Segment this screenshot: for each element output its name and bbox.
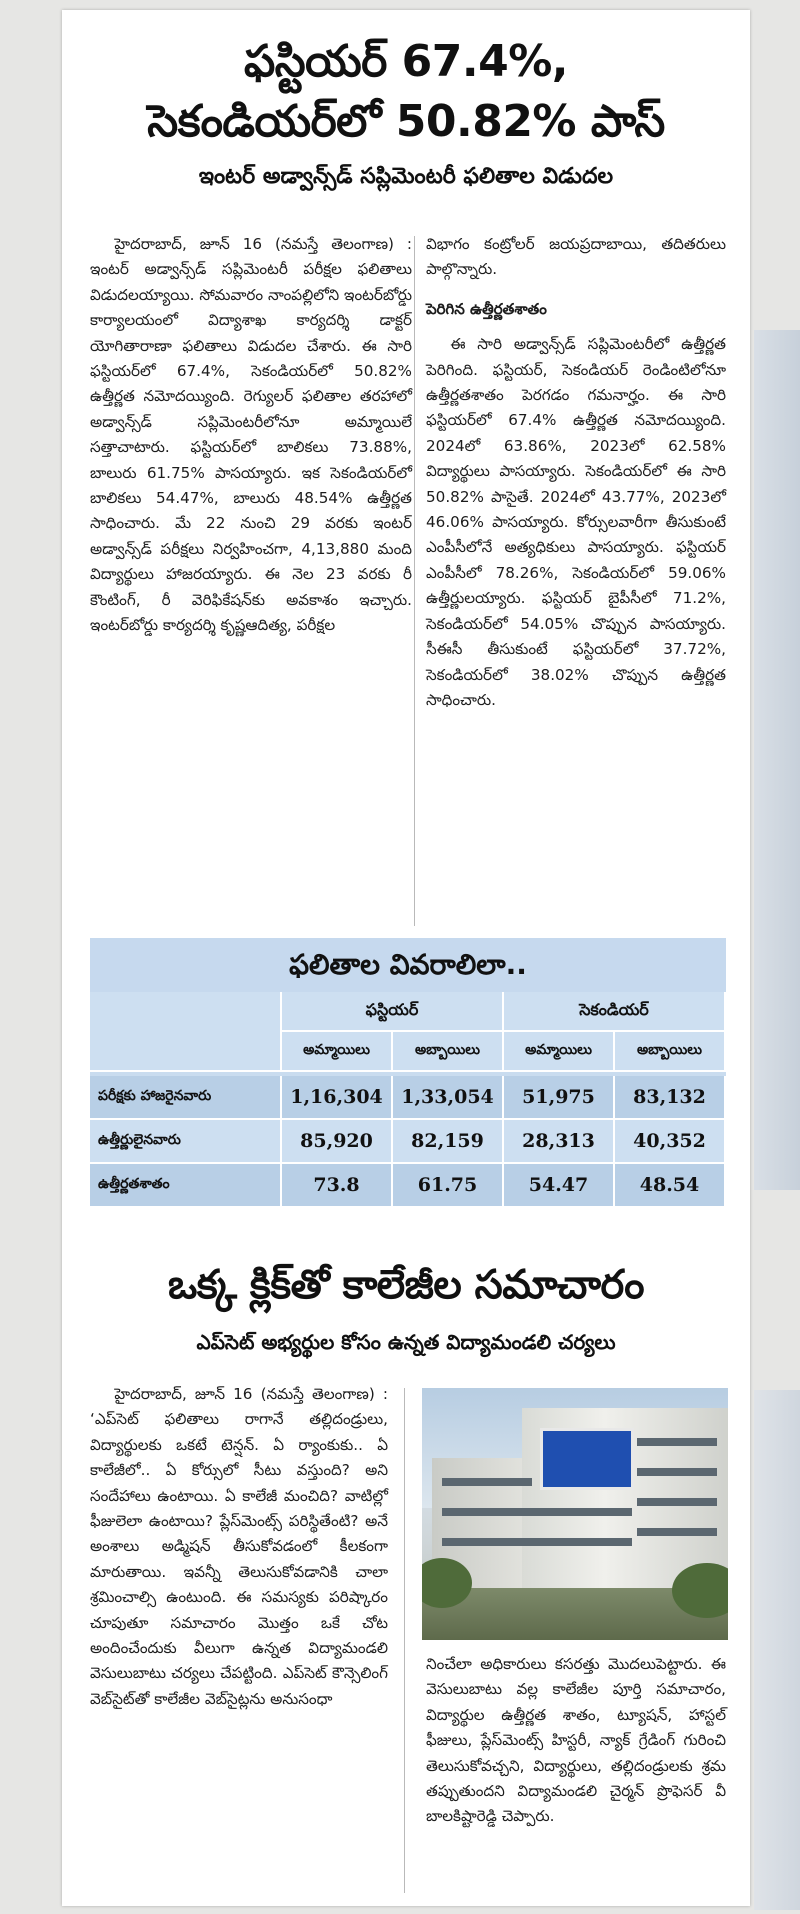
table-sub-header-row (90, 1032, 726, 1072)
table-cell: 40,352 (615, 1120, 726, 1164)
table-group-header: సెకండియర్‌ (504, 992, 726, 1032)
background-strip (754, 1390, 800, 1910)
table-sub-header: అబ్బాయిలు (393, 1032, 504, 1072)
article-column-1 (90, 232, 412, 952)
article-2-column-2 (426, 1652, 726, 1902)
headline-line-1: ఫస్టియర్‌ 67.4%, (243, 36, 569, 87)
table-cell: 1,16,304 (282, 1076, 393, 1120)
table-row-label: ఉత్తీర్ణులైనవారు (90, 1120, 282, 1164)
table-row (90, 1120, 726, 1164)
table-sub-header: అమ్మాయిలు (504, 1032, 615, 1072)
table-cell: 83,132 (615, 1076, 726, 1120)
table-cell: 48.54 (615, 1164, 726, 1208)
background-strip (754, 330, 800, 1190)
table-row (90, 1076, 726, 1120)
table-row-label: ఉత్తీర్ణతశాతం (90, 1164, 282, 1208)
article-paragraph: హైదరాబాద్‌, జూన్‌ 16 (నమస్తే తెలంగాణ) : ఇంటర్‌ అడ్వాన్స్‌డ్‌ సప్లిమెంటరీ పరీక్షల ఫలితాలు విడుదలయ్యాయి. సోమవారం నాంపల్లిలోని ఇంటర్‌బోర్డు కార్యాలయంలో విద్యాశాఖ కార్యదర్శి డాక్టర్‌ యోగితారాణా ఫలితాలు విడుదల చేశారు. ఈ సారి ఫస్టియర్‌లో 67.4%, సెకండియర్‌లో 50.82% ఉత్తీర్ణత నమోదయ్యింది. రెగ్యులర్‌ ఫలితాల తరహాలో అడ్వాన్స్‌డ్‌ సప్లిమెంటరీలోనూ అమ్మాయిలే సత్తాచాటారు. ఫస్టియర్‌లో బాలికలు 73.88%, బాలురు 61.75% పాసయ్యారు. ఇక సెకండియర్‌లో బాలికలు 54.47%, బాలురు 48.54% ఉత్తీర్ణత సాధించారు. మే 22 నుంచి 29 వరకు ఇంటర్‌ అడ్వాన్స్‌డ్‌ పరీక్షలు నిర్వహించగా, 4,13,880 మంది విద్యార్థులు హాజరయ్యారు. ఈ నెల 23 వరకు రీ కౌంటింగ్‌, రీ వెరిఫికేషన్‌కు అవకాశం ఇచ్చారు. ఇంటర్‌బోర్డు కార్యదర్శి కృష్ణఆదిత్య, పరీక్షల (90, 235, 412, 635)
table-row (90, 1164, 726, 1208)
headline-line-2: సెకండియర్‌లో 50.82% పాస్‌ (147, 96, 665, 147)
subheadline: ఇంటర్‌ అడ్వాన్స్‌డ్‌ సప్లిమెంటరీ ఫలితాల విడుదల (198, 164, 614, 189)
table-cell: 82,159 (393, 1120, 504, 1164)
college-building-photo (422, 1388, 728, 1640)
subheadline-article-2: ఎప్‌సెట్‌ అభ్యర్థుల కోసం ఉన్నత విద్యామండలి చర్యలు (196, 1330, 616, 1354)
article-paragraph: ఈ సారి అడ్వాన్స్‌డ్‌ సప్లిమెంటరీలో ఉత్తీర్ణత పెరిగింది. ఫస్టియర్‌, సెకండియర్‌ రెండింటిలోనూ ఉత్తీర్ణతశాతం పెరగడం గమనార్హం. ఈ సారి ఫస్టియర్‌లో 67.4% ఉత్తీర్ణత నమోదయ్యింది. 2024లో 63.86%, 2023లో 62.58% విద్యార్థులు పాసయ్యారు. సెకండియర్‌లో ఈ సారి 50.82% పాసైతే. 2024లో 43.77%, 2023లో 46.06% పాసయ్యారు. కోర్సులవారీగా తీసుకుంటే ఎంపీసీలోనే అత్యధికులు పాసయ్యారు. ఫస్టియర్‌ ఎంపీసీలో 78.26%, సెకండియర్‌లో 59.06% ఉత్తీర్ణులయ్యారు. ఫస్టియర్‌ బైపీసీలో 71.2%, సెకండియర్‌లో 54.05% చొప్పున పాసయ్యారు. సీఈసీ తీసుకుంటే ఫస్టియర్‌లో 37.72%, సెకండియర్‌లో 38.02% చొప్పున ఉత్తీర్ణత సాధించారు. (426, 335, 726, 709)
article-column-2 (426, 232, 726, 952)
table-group-header-row (90, 992, 726, 1032)
table-title: ఫలితాల వివరాలిలా.. (90, 938, 726, 992)
column-divider (414, 236, 415, 926)
table-group-header: ఫస్టియర్‌ (282, 992, 504, 1032)
results-table (90, 938, 726, 1208)
table-row-label: పరీక్షకు హాజరైనవారు (90, 1076, 282, 1120)
article-paragraph: నించేలా అధికారులు కసరత్తు మొదలుపెట్టారు. ఈ వెసులుబాటు వల్ల కాలేజీల పూర్తి సమాచారం, విద్యార్థుల ఉత్తీర్ణత శాతం, ట్యూషన్‌, హాస్టల్‌ ఫీజులు, ప్లేస్‌మెంట్స్‌ హిస్టరీ, న్యాక్‌ గ్రేడింగ్‌ గురించి తెలుసుకోవచ్చని, విద్యార్థులు, తల్లిదండ్రులకు శ్రమ తప్పుతుందని విద్యామండలి చైర్మన్‌ ప్రొఫెసర్‌ వీ బాలకిష్టారెడ్డి చెప్పారు. (426, 1655, 726, 1826)
table-sub-header: అబ్బాయిలు (615, 1032, 726, 1072)
table-cell: 28,313 (504, 1120, 615, 1164)
table-cell: 61.75 (393, 1164, 504, 1208)
article-2-column-1 (90, 1382, 388, 1902)
column-divider (404, 1388, 405, 1893)
table-sub-header: అమ్మాయిలు (282, 1032, 393, 1072)
table-cell: 1,33,054 (393, 1076, 504, 1120)
table-cell: 51,975 (504, 1076, 615, 1120)
table-cell: 73.8 (282, 1164, 393, 1208)
headline-article-2: ఒక్క క్లిక్‌తో కాలేజీల సమాచారం (167, 1262, 645, 1308)
section-heading: పెరిగిన ఉత్తీర్ణతశాతం (426, 299, 547, 318)
article-paragraph: హైదరాబాద్‌, జూన్‌ 16 (నమస్తే తెలంగాణ) : ‘ఎప్‌సెట్‌ ఫలితాలు రాగానే తల్లిదండ్రులు, విద్యార్థులకు ఒకటే టెన్షన్‌. ఏ ర్యాంకుకు.. ఏ కాలేజీలో.. ఏ కోర్సులో సీటు వస్తుంది? అని సందేహాలు ఉంటాయి. ఏ కాలేజీ మంచిది? వాటిల్లో ఫీజులెలా ఉంటాయి? ప్లేస్‌మెంట్స్‌ పరిస్థితేంటి? అనే అంశాలు అడ్మిషన్‌ తీసుకోవడంలో కీలకంగా మారుతాయి. ఇవన్నీ తెలుసుకోవడానికి చాలా శ్రమించాల్సి ఉంటుంది. ఈ సమస్యకు పరిష్కారం చూపుతూ సమాచారం మొత్తం ఒకే చోట అందించేందుకు వీలుగా ఉన్నత విద్యామండలి వెసులుబాటు చర్యలు చేపట్టింది. ఎప్‌సెట్‌ కౌన్సెలింగ్‌ వెబ్‌సైట్‌తో కాలేజీల వెబ్‌సైట్లను అనుసంధా (90, 1385, 388, 1708)
newspaper-clipping (62, 10, 750, 1906)
building-sign (540, 1428, 634, 1490)
table-cell: 54.47 (504, 1164, 615, 1208)
article-paragraph: విభాగం కంట్రోలర్‌ జయప్రదాబాయి, తదితరులు పాల్గొన్నారు. (426, 235, 726, 279)
table-cell: 85,920 (282, 1120, 393, 1164)
